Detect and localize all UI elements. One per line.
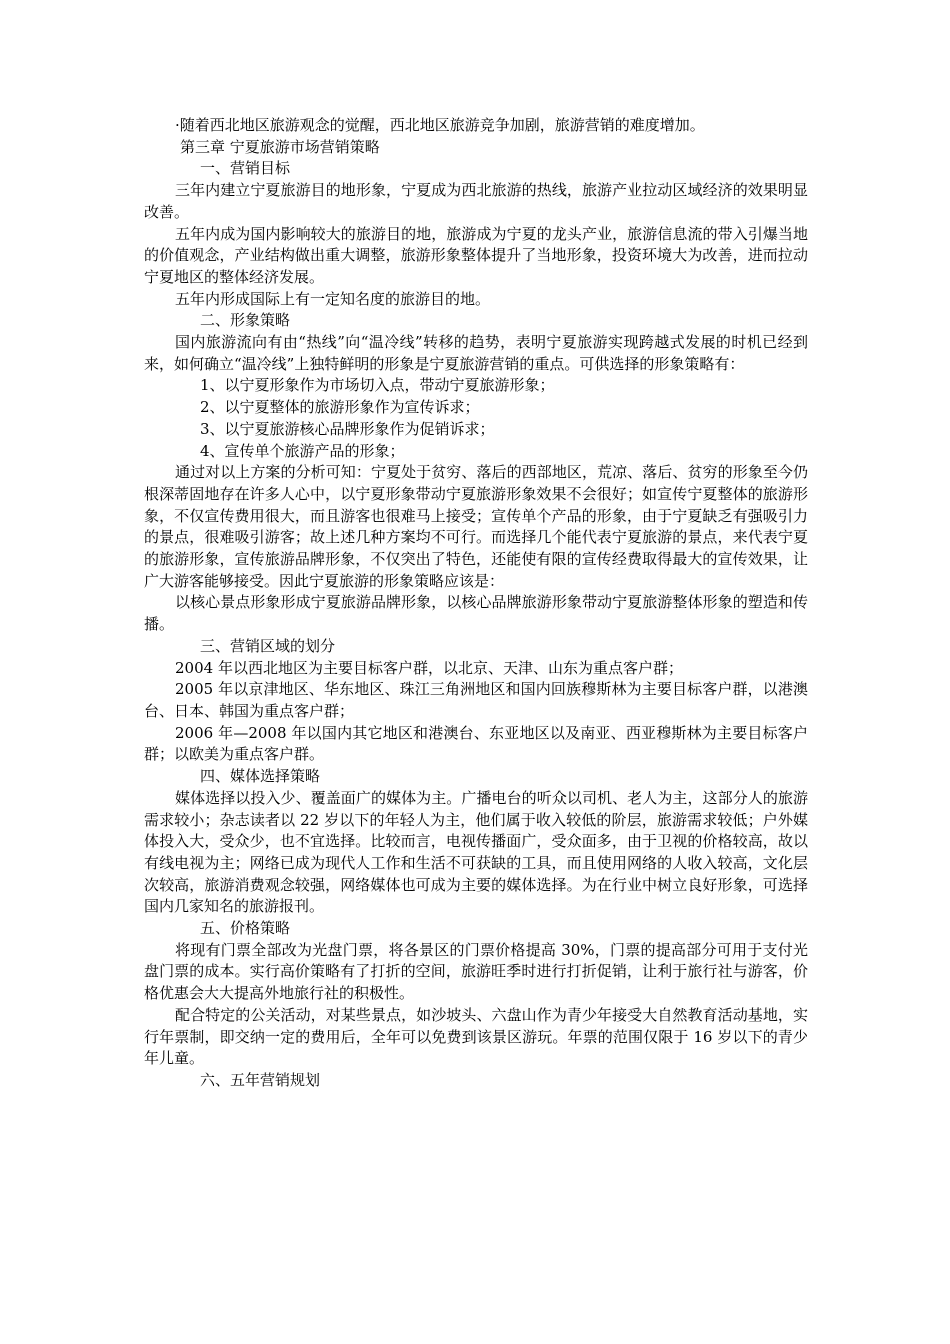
section-heading-price-strategy: 五、价格策略 (200, 919, 291, 938)
paragraph: 通过对以上方案的分析可知：宁夏处于贫穷、落后的西部地区，荒凉、落后、贫穷的形象至今仍根深蒂固地存在许多人心中，以宁夏形象带动宁夏旅游形象效果不会很好；如宣传宁夏整体的旅游形象，不仅宣传费用很大，而且游客也很难马上接受；宣传单个产品的形象，由于宁夏缺乏有强吸引力的景点，很难吸引游客；故上述几种方案均不可行。而选择几个能代表宁夏旅游的景点，来代表宁夏的旅游形象，宣传旅游品牌形象，不仅突出了特色，还能使有限的宣传经费取得最大的宣传效果，让广大游客能够接受。因此宁夏旅游的形象策略应该是： (144, 463, 808, 590)
paragraph: 2005 年以京津地区、华东地区、珠江三角洲地区和国内回族穆斯林为主要目标客户群，以港澳台、日本、韩国为重点客户群； (144, 680, 808, 720)
paragraph: 媒体选择以投入少、覆盖面广的媒体为主。广播电台的听众以司机、老人为主，这部分人的旅游需求较小；杂志读者以 22 岁以下的年轻人为主，他们属于收入较低的阶层，旅游需求较低；户外媒体投入大，受众少，也不宜选择。比较而言，电视传播面广，受众面多，由于卫视的价格较高，故以有线电视为主；网络已成为现代人工作和生活不可获缺的工具，而且使用网络的人收入较高，文化层次较高，旅游消费观念较强，网络媒体也可成为主要的媒体选择。为在行业中树立良好形象，可选择国内几家知名的旅游报刊。 (144, 788, 808, 916)
section-heading-media-strategy: 四、媒体选择策略 (200, 767, 321, 786)
list-item: 3、以宁夏旅游核心品牌形象作为促销诉求； (200, 419, 495, 438)
paragraph: 国内旅游流向有由“热线”向“温冷线”转移的趋势，表明宁夏旅游实现跨越式发展的时机已经到来，如何确立“温冷线”上独特鲜明的形象是宁夏旅游营销的重点。可供选择的形象策略有： (144, 333, 808, 373)
paragraph: 配合特定的公关活动，对某些景点，如沙坡头、六盘山作为青少年接受大自然教育活动基地，实行年票制，即交纳一定的费用后，全年可以免费到该景区游玩。年票的范围仅限于 16 岁以下的青少年儿童。 (144, 1005, 808, 1068)
chapter-title: 第三章 宁夏旅游市场营销策略 (180, 137, 380, 156)
section-heading-image-strategy: 二、形象策略 (200, 311, 291, 330)
list-item: 1、以宁夏形象作为市场切入点，带动宁夏旅游形象； (200, 376, 555, 395)
section-heading-five-year-plan: 六、五年营销规划 (200, 1070, 321, 1089)
paragraph: 三年内建立宁夏旅游目的地形象，宁夏成为西北旅游的热线，旅游产业拉动区域经济的效果明显改善。 (144, 181, 808, 221)
section-heading-region-division: 三、营销区域的划分 (200, 636, 336, 655)
paragraph: 五年内形成国际上有一定知名度的旅游目的地。 (175, 289, 491, 308)
paragraph: 五年内成为国内影响较大的旅游目的地，旅游成为宁夏的龙头产业，旅游信息流的带入引爆当地的价值观念，产业结构做出重大调整，旅游形象整体提升了当地形象，投资环境大为改善，进而拉动宁夏地区的整体经济发展。 (144, 224, 808, 286)
intro-bullet: ·随着西北地区旅游观念的觉醒，西北地区旅游竞争加剧，旅游营销的难度增加。 (175, 116, 705, 134)
paragraph: 将现有门票全部改为光盘门票，将各景区的门票价格提高 30%，门票的提高部分可用于支付光盘门票的成本。实行高价策略有了打折的空间，旅游旺季时进行打折促销，让利于旅行社与游客，价格优惠会大大提高外地旅行社的积极性。 (144, 940, 808, 1003)
document-page (144, 115, 808, 1092)
section-heading-marketing-goals: 一、营销目标 (200, 159, 291, 178)
list-item: 4、宣传单个旅游产品的形象； (200, 441, 405, 460)
list-item: 2、以宁夏整体的旅游形象作为宣传诉求； (200, 398, 480, 417)
paragraph: 2006 年—2008 年以国内其它地区和港澳台、东亚地区以及南亚、西亚穆斯林为主要目标客户群；以欧美为重点客户群。 (144, 723, 808, 764)
paragraph: 以核心景点形象形成宁夏旅游品牌形象，以核心品牌旅游形象带动宁夏旅游整体形象的塑造和传播。 (144, 593, 808, 634)
paragraph: 2004 年以西北地区为主要目标客户群，以北京、天津、山东为重点客户群； (175, 658, 683, 677)
